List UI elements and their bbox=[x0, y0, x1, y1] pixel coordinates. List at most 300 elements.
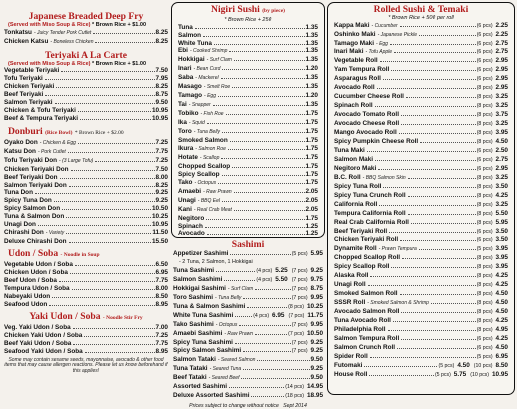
menu-item bbox=[178, 230, 318, 238]
rolled-box bbox=[327, 2, 515, 395]
item-name: Toro bbox=[178, 128, 192, 136]
dot-leader bbox=[419, 249, 476, 250]
item-quantity: (7 pcs) bbox=[291, 321, 308, 328]
dot-leader bbox=[66, 233, 151, 234]
menu-item bbox=[178, 137, 318, 145]
menu-item bbox=[334, 129, 508, 138]
menu-item bbox=[334, 120, 508, 129]
menu-item bbox=[173, 250, 323, 259]
item-quantity: (8 pcs) bbox=[476, 121, 493, 128]
item-price: 1.35 bbox=[305, 74, 318, 82]
item-description: - Tuna Belly bbox=[215, 294, 242, 301]
sashimi-title: Sashimi bbox=[231, 239, 265, 250]
dot-leader bbox=[95, 161, 154, 162]
item-price: 4.25 bbox=[495, 317, 508, 325]
menu-item bbox=[4, 332, 168, 340]
item-price-small: 4.50 bbox=[457, 361, 470, 369]
dot-leader bbox=[78, 143, 155, 144]
dot-leader bbox=[72, 289, 155, 290]
item-name: Tuna bbox=[178, 23, 193, 31]
menu-item bbox=[178, 56, 318, 65]
menu-item bbox=[178, 40, 318, 48]
item-quantity-large: (7 pcs) bbox=[288, 312, 305, 319]
item-price: 2.25 bbox=[495, 30, 508, 38]
item-name: Kani bbox=[178, 205, 192, 213]
item-name: SSSR Roll bbox=[334, 299, 366, 307]
item-price: 3.50 bbox=[495, 236, 508, 244]
item-price: 2.75 bbox=[495, 39, 508, 47]
item-quantity: (6 pcs) bbox=[476, 31, 493, 38]
item-quantity: (8 pcs) bbox=[476, 85, 493, 92]
dot-leader bbox=[380, 61, 476, 62]
item-name: Vegetable Udon / Soba bbox=[4, 261, 73, 269]
nigiri-list bbox=[178, 24, 318, 239]
item-price: 7.95 bbox=[155, 75, 168, 83]
item-price: 9.75 bbox=[310, 275, 323, 283]
item-price: 9.25 bbox=[310, 347, 323, 355]
item-price: 2.95 bbox=[495, 84, 508, 92]
item-name: Spicy Scallop Roll bbox=[334, 263, 390, 271]
item-name: Salmon Sashimi bbox=[173, 275, 223, 283]
item-price: 2.25 bbox=[495, 21, 508, 29]
item-price: 1.35 bbox=[305, 31, 318, 39]
dot-leader bbox=[394, 52, 476, 53]
item-price: 8.95 bbox=[155, 300, 168, 308]
dot-leader bbox=[207, 123, 305, 124]
sashimi-section bbox=[171, 239, 325, 409]
item-quantity: (8 pcs) bbox=[476, 273, 493, 280]
item-price: 9.25 bbox=[310, 338, 323, 346]
item-price: 1.75 bbox=[305, 144, 318, 152]
item-quantity: (8 pcs) bbox=[476, 264, 493, 271]
dot-leader bbox=[222, 175, 305, 176]
item-quantity-large: (10 pcs) bbox=[470, 371, 489, 378]
item-name: Futomaki bbox=[334, 361, 363, 369]
item-description: - Prawn Tempura bbox=[378, 246, 417, 253]
menu-item bbox=[4, 324, 168, 332]
item-name: Chirashi Don bbox=[4, 229, 44, 237]
menu-item bbox=[4, 67, 168, 75]
item-price: 9.25 bbox=[155, 197, 168, 205]
menu-item bbox=[173, 356, 323, 365]
dot-leader bbox=[399, 133, 476, 134]
item-name: Chopped Scallop Roll bbox=[334, 254, 401, 262]
item-price: 18.95 bbox=[307, 392, 323, 400]
item-price: 7.25 bbox=[155, 331, 168, 339]
item-name: Salmon Tempura Roll bbox=[334, 334, 400, 342]
item-price: 15.50 bbox=[152, 238, 168, 246]
item-price: 8.75 bbox=[310, 284, 323, 292]
item-name: Tuna Don bbox=[4, 189, 33, 197]
dot-leader bbox=[222, 201, 305, 202]
menu-item bbox=[4, 197, 168, 205]
item-name: Tako bbox=[178, 178, 193, 186]
dot-leader bbox=[49, 305, 154, 306]
item-price: 1.25 bbox=[305, 222, 318, 230]
item-price: 10.95 bbox=[492, 370, 508, 378]
dot-leader bbox=[241, 378, 309, 379]
item-price: 1.35 bbox=[305, 56, 318, 64]
item-description: - Egg bbox=[376, 40, 388, 47]
item-price: 11.75 bbox=[307, 311, 323, 319]
item-name: Chicken Katsu bbox=[4, 37, 49, 45]
item-price: 4.50 bbox=[495, 299, 508, 307]
item-name: Amaebi Sashimi bbox=[173, 329, 223, 337]
menu-item bbox=[4, 205, 168, 213]
item-description: - Fish Roe bbox=[200, 111, 224, 118]
dot-leader bbox=[45, 79, 155, 80]
menu-item bbox=[334, 290, 508, 299]
sashimi-list bbox=[173, 250, 323, 401]
item-name: Chicken & Tofu Teriyaki bbox=[4, 106, 76, 114]
item-price: 1.75 bbox=[305, 128, 318, 136]
item-price-small: 5.50 bbox=[275, 275, 288, 283]
item-description: - Salmon Roe bbox=[195, 145, 226, 152]
item-name: Smoked Salmon Roll bbox=[334, 290, 398, 298]
dot-leader bbox=[69, 242, 152, 243]
item-price: 1.35 bbox=[305, 39, 318, 47]
item-price: 7.75 bbox=[155, 147, 168, 155]
left-column bbox=[4, 0, 168, 400]
dot-leader bbox=[71, 170, 155, 171]
dot-leader bbox=[38, 225, 151, 226]
menu-item bbox=[334, 31, 508, 40]
dot-leader bbox=[224, 280, 255, 281]
item-quantity: (8 pcs) bbox=[476, 318, 493, 325]
item-description: - Pork Cutlet bbox=[37, 148, 66, 155]
menu-item bbox=[173, 330, 323, 339]
menu-item bbox=[173, 383, 323, 392]
item-price: 1.75 bbox=[305, 153, 318, 161]
dot-leader bbox=[369, 375, 434, 376]
item-quantity: (8 pcs) bbox=[476, 103, 493, 110]
item-price: 5.50 bbox=[495, 209, 508, 217]
item-description: - Seared Salmon bbox=[217, 357, 256, 364]
menu-item bbox=[178, 188, 318, 197]
item-price: 7.75 bbox=[155, 277, 168, 285]
menu-item bbox=[173, 321, 323, 330]
dot-leader bbox=[35, 193, 155, 194]
japanese-fry-title: Japanese Breaded Deep Fry bbox=[28, 11, 144, 22]
item-description: - Smoked Salmon & Shrimp bbox=[367, 300, 429, 307]
item-name: Asparagus Roll bbox=[334, 75, 381, 83]
item-name: Tofu Teriyaki bbox=[4, 75, 43, 83]
item-name: Tamago Maki bbox=[334, 39, 375, 47]
item-description: - Egg bbox=[204, 93, 216, 100]
item-price: 4.50 bbox=[495, 308, 508, 316]
menu-item bbox=[4, 277, 168, 285]
item-name: Seafood Udon bbox=[4, 300, 48, 308]
item-price: 9.95 bbox=[310, 293, 323, 301]
item-name: Chicken Udon / Soba bbox=[4, 269, 68, 277]
item-price: 8.50 bbox=[155, 292, 168, 300]
item-description: - Octopus bbox=[194, 179, 217, 186]
item-name: Avocado Roll bbox=[334, 84, 375, 92]
item-price: 14.95 bbox=[307, 383, 323, 391]
item-name: Tempura Udon / Soba bbox=[4, 285, 70, 293]
menu-item bbox=[334, 93, 508, 102]
item-price-small: 5.75 bbox=[453, 370, 467, 378]
menu-item bbox=[334, 84, 508, 93]
item-name: Oshinko Maki bbox=[334, 30, 376, 38]
item-quantity: (7 pcs) bbox=[291, 348, 308, 355]
rolled-list bbox=[334, 22, 508, 380]
item-quantity: (5 pcs) bbox=[291, 251, 308, 257]
menu-item bbox=[173, 294, 323, 303]
item-name: Real Crab California Roll bbox=[334, 218, 409, 226]
item-quantity-large: (10 pcs) bbox=[473, 362, 493, 369]
item-price: 8.25 bbox=[155, 28, 168, 36]
item-name: Spicy Salmon Don bbox=[4, 205, 61, 213]
item-quantity: (6 pcs) bbox=[476, 228, 493, 235]
dot-leader bbox=[221, 158, 304, 159]
menu-item bbox=[334, 371, 508, 380]
item-description: - Raw Prawn bbox=[203, 188, 232, 195]
item-quantity: (7 pcs) bbox=[288, 330, 304, 337]
menu-item bbox=[4, 29, 168, 38]
dot-leader bbox=[393, 321, 476, 322]
menu-item bbox=[4, 166, 168, 174]
item-quantity: (8 pcs) bbox=[476, 219, 493, 226]
item-price: 1.35 bbox=[305, 23, 318, 31]
dot-leader bbox=[214, 44, 305, 45]
item-quantity: (6 pcs) bbox=[476, 40, 493, 47]
item-name: White Tuna Sashimi bbox=[173, 311, 234, 319]
item-price: 2.95 bbox=[495, 57, 508, 65]
menu-item bbox=[4, 221, 168, 229]
item-price: 2.95 bbox=[495, 66, 508, 74]
item-price: 1.35 bbox=[305, 83, 318, 91]
item-quantity: (6 pcs) bbox=[476, 156, 493, 163]
item-price: 7.50 bbox=[155, 165, 168, 173]
dot-leader bbox=[203, 36, 304, 37]
item-name: Tamago bbox=[178, 92, 203, 100]
item-price: 5.95 bbox=[495, 218, 508, 226]
dot-leader bbox=[406, 97, 476, 98]
item-price: 7.75 bbox=[155, 339, 168, 347]
item-price: 2.05 bbox=[305, 205, 318, 213]
item-price: 10.50 bbox=[307, 329, 323, 337]
item-price: 8.25 bbox=[155, 83, 168, 90]
menu-item bbox=[334, 281, 508, 290]
item-description: - Scallop bbox=[199, 154, 220, 161]
dot-leader bbox=[234, 192, 305, 193]
dot-leader bbox=[230, 141, 305, 142]
item-description: - (3 Large Tofu) bbox=[59, 157, 94, 164]
dot-leader bbox=[55, 103, 155, 104]
item-name: White Tuna bbox=[178, 39, 212, 47]
item-name: Amaebi bbox=[178, 187, 202, 195]
item-price: 4.50 bbox=[495, 343, 508, 351]
item-name: Salmon Maki bbox=[334, 155, 374, 163]
item-name: Avocado Salmon Roll bbox=[334, 308, 400, 316]
dot-leader bbox=[397, 348, 476, 349]
item-quantity: (5 pcs) bbox=[476, 353, 493, 360]
item-quantity: (6 pcs) bbox=[476, 67, 493, 74]
menu-item bbox=[178, 179, 318, 188]
menu-item bbox=[4, 139, 168, 148]
item-name: Yam Tempura Roll bbox=[334, 66, 390, 74]
item-name: Salmon Crunch Roll bbox=[334, 343, 396, 351]
item-quantity: (7 pcs) bbox=[291, 294, 308, 301]
item-price: 7.00 bbox=[155, 323, 168, 331]
dot-leader bbox=[222, 132, 305, 133]
dot-leader bbox=[401, 124, 476, 125]
item-name: Tuna & Salmon Don bbox=[4, 213, 65, 221]
item-name: Tempura California Roll bbox=[334, 209, 406, 217]
item-description: - Surf Clam bbox=[206, 57, 232, 64]
dot-leader bbox=[206, 219, 304, 220]
menu-item bbox=[334, 272, 508, 281]
item-price: 9.95 bbox=[310, 320, 323, 328]
donburi-title: Donburi (Rice Bowl) * Brown Rice + $2.00 bbox=[8, 125, 124, 137]
menu-item bbox=[4, 99, 168, 107]
item-price: 8.00 bbox=[155, 285, 168, 293]
menu-item bbox=[4, 301, 168, 309]
menu-item bbox=[334, 317, 508, 326]
item-description: - Cooked Shrimp bbox=[189, 48, 228, 55]
item-name: Vegetable Roll bbox=[334, 57, 378, 65]
item-price: 9.25 bbox=[310, 365, 323, 373]
item-price: 11.50 bbox=[152, 229, 168, 237]
menu-item bbox=[334, 228, 508, 237]
menu-item bbox=[173, 267, 323, 276]
item-name: Beef Teriyaki Don bbox=[4, 173, 58, 181]
rolled-title: Rolled Sushi & Temaki bbox=[373, 4, 469, 15]
dot-leader bbox=[383, 187, 475, 188]
item-name: Tako Sashimi bbox=[173, 320, 214, 328]
right-column bbox=[327, 0, 515, 400]
item-description: - Surf Clam bbox=[227, 285, 254, 292]
dot-leader bbox=[216, 271, 255, 272]
item-name: Inari bbox=[178, 65, 192, 73]
item-quantity: (6 pcs) bbox=[476, 58, 493, 65]
item-quantity: (8 pcs) bbox=[476, 192, 493, 199]
item-price: 2.05 bbox=[305, 196, 318, 204]
item-description: - Smelt Roe bbox=[203, 84, 231, 91]
item-quantity: (8 pcs) bbox=[476, 255, 493, 262]
menu-item bbox=[4, 174, 168, 182]
menu-item bbox=[4, 229, 168, 238]
item-name: Cucumber Cheese Roll bbox=[334, 93, 404, 101]
item-description: - Juicy Tender Pork Cutlet bbox=[33, 29, 92, 36]
allergen-disclaimer: Some may contain sesame seeds, mayonnaise, avocado & other food items that may cause allergen reactions. Please let us know beforehand if this applies! bbox=[4, 356, 168, 375]
menu-item bbox=[334, 22, 508, 31]
item-name: Tobiko bbox=[178, 110, 199, 118]
item-name: Tuna Maki bbox=[334, 146, 365, 154]
dot-leader bbox=[60, 178, 155, 179]
item-name: Tonkatsu bbox=[4, 28, 32, 36]
menu-item bbox=[178, 154, 318, 163]
item-price: 1.75 bbox=[305, 110, 318, 118]
item-name: Salmon Teriyaki Don bbox=[4, 181, 67, 189]
dot-leader bbox=[213, 105, 305, 106]
dot-leader bbox=[73, 344, 154, 345]
item-name: Saba bbox=[178, 74, 194, 82]
item-name: Spicy Tuna Roll bbox=[334, 182, 382, 190]
menu-item bbox=[334, 362, 508, 371]
item-name: Spicy Tuna Don bbox=[4, 197, 52, 205]
dot-leader bbox=[207, 234, 305, 235]
item-name: Beef Yaki Udon / Soba bbox=[4, 339, 72, 347]
item-quantity: (8 pcs) bbox=[476, 309, 493, 316]
item-name: Seafood Yaki Udon / Soba bbox=[4, 347, 83, 355]
item-name: Tai bbox=[178, 101, 187, 109]
item-price: 6.50 bbox=[155, 261, 168, 269]
item-quantity: (5 pcs) bbox=[476, 246, 493, 253]
dot-leader bbox=[368, 285, 476, 286]
dot-leader bbox=[70, 273, 155, 274]
dot-leader bbox=[377, 88, 476, 89]
item-name: Smoked Salmon bbox=[178, 136, 228, 144]
item-price: 10.25 bbox=[152, 213, 168, 221]
dot-leader bbox=[93, 33, 154, 34]
menu-item bbox=[4, 182, 168, 190]
item-price: 8.00 bbox=[155, 173, 168, 181]
item-quantity: (8 pcs) bbox=[476, 138, 493, 145]
dot-leader bbox=[370, 357, 476, 358]
menu-item bbox=[334, 66, 508, 75]
dot-leader bbox=[243, 351, 290, 352]
item-name: Chopped Scallop bbox=[178, 162, 231, 170]
item-name: California Roll bbox=[334, 200, 378, 208]
item-name: Mango Avocado Roll bbox=[334, 129, 397, 137]
item-name: Ika bbox=[178, 119, 187, 127]
item-price: 3.25 bbox=[495, 102, 508, 110]
item-name: Spicy Salmon Sashimi bbox=[173, 347, 242, 355]
donburi-list bbox=[4, 139, 168, 246]
item-name: Masago bbox=[178, 83, 202, 91]
item-price: 5.95 bbox=[310, 250, 323, 257]
item-price: 3.50 bbox=[495, 227, 508, 235]
item-price: 1.20 bbox=[305, 92, 318, 100]
item-name: Avocado bbox=[178, 230, 205, 238]
dot-leader bbox=[61, 71, 154, 72]
dot-leader bbox=[229, 51, 304, 52]
dot-leader bbox=[54, 201, 155, 202]
item-quantity: (5 pcs) bbox=[434, 371, 451, 378]
item-name: Hotate bbox=[178, 153, 198, 161]
item-price: 4.25 bbox=[495, 272, 508, 280]
dot-leader bbox=[218, 96, 305, 97]
dot-leader bbox=[247, 307, 287, 308]
item-price: 7.25 bbox=[155, 156, 168, 164]
item-price: 1.75 bbox=[305, 162, 318, 170]
item-quantity: (8 pcs) bbox=[476, 174, 493, 181]
item-price: 7.25 bbox=[155, 138, 168, 146]
menu-item bbox=[4, 157, 168, 166]
menu-item bbox=[334, 102, 508, 111]
item-name: Chicken Teriyaki Don bbox=[4, 165, 69, 173]
menu-item bbox=[334, 192, 508, 201]
item-price: 9.25 bbox=[310, 266, 323, 274]
item-name: Philadelphia Roll bbox=[334, 326, 386, 333]
menu-item bbox=[173, 276, 323, 285]
dot-leader bbox=[66, 217, 151, 218]
item-quantity: (6 pcs) bbox=[476, 22, 493, 29]
dot-leader bbox=[235, 343, 291, 344]
udon-list bbox=[4, 261, 168, 309]
item-description: - BBQ Eel bbox=[197, 197, 220, 204]
item-price: 3.25 bbox=[495, 93, 508, 101]
dot-leader bbox=[400, 26, 476, 27]
item-price: 8.50 bbox=[495, 361, 508, 369]
item-name: Salmon bbox=[178, 31, 202, 39]
menu-item bbox=[178, 74, 318, 83]
dot-leader bbox=[56, 87, 154, 88]
dot-leader bbox=[255, 289, 290, 290]
dot-leader bbox=[59, 281, 155, 282]
